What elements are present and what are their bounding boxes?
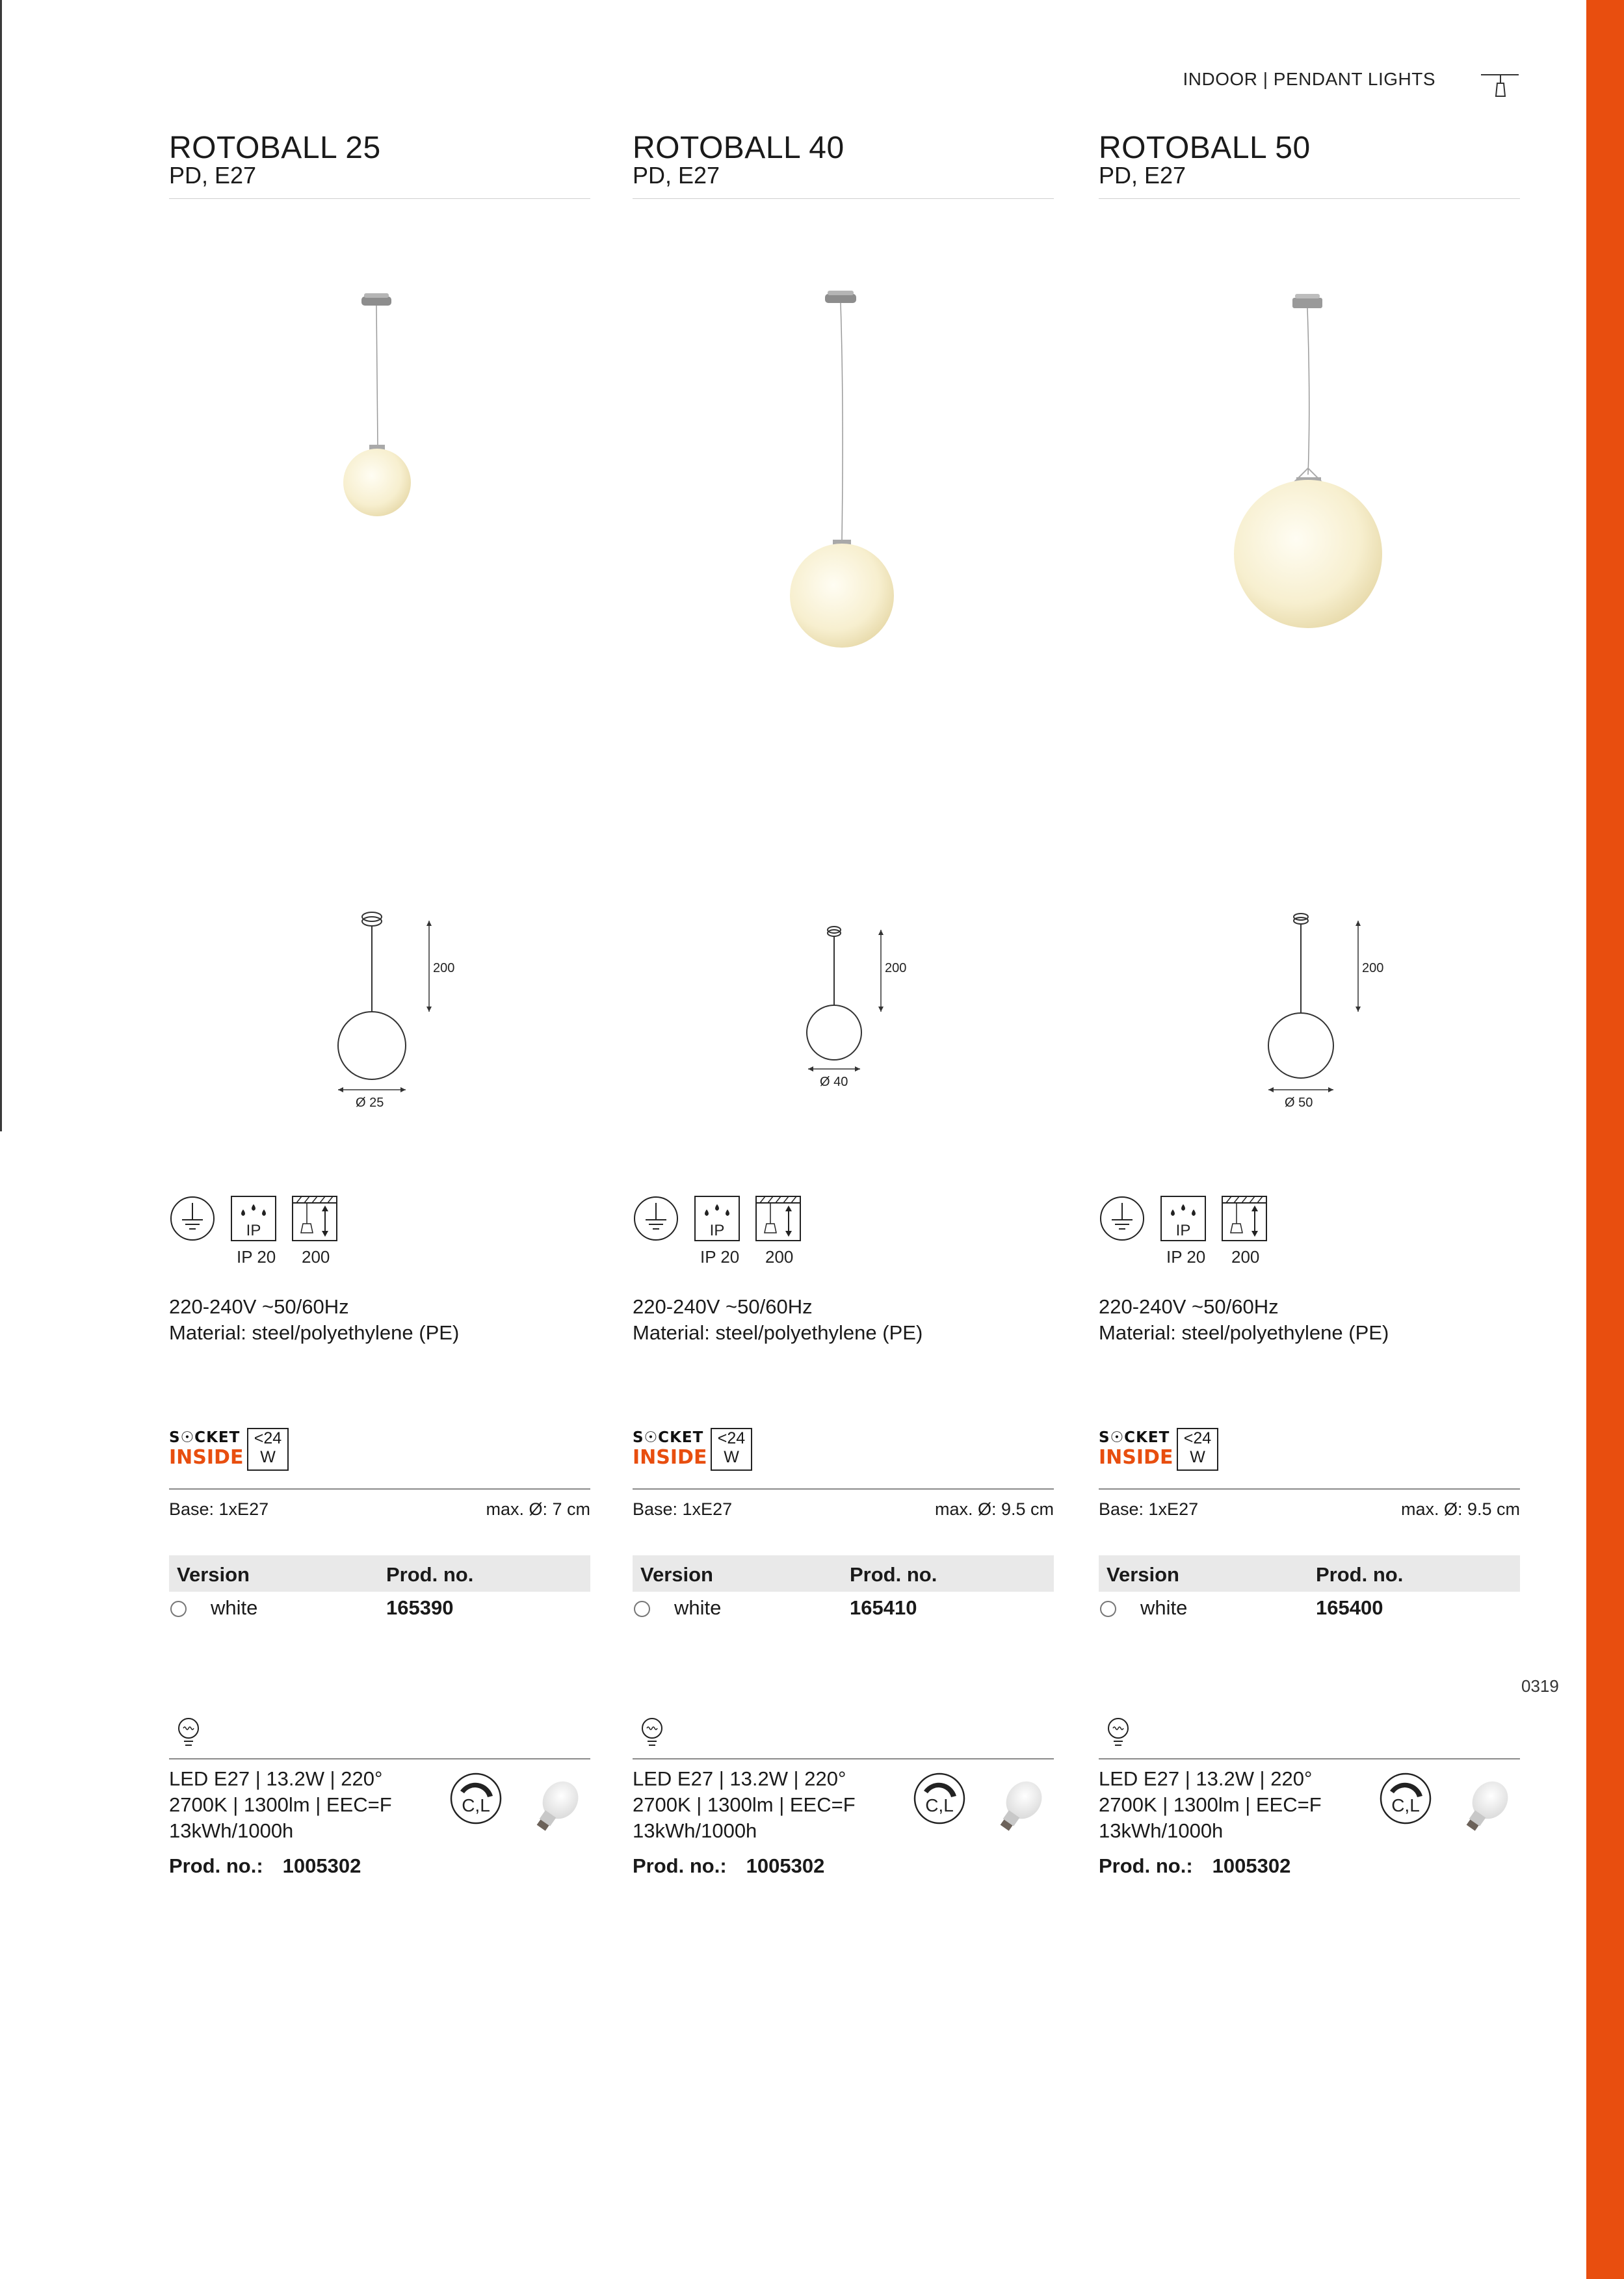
max-diameter-spec: max. Ø: 9.5 cm (1400, 1499, 1520, 1519)
version-color: white (211, 1596, 258, 1619)
lamp-spec-line-1: LED E27 | 13.2W | 220° (169, 1767, 383, 1790)
version-color: white (674, 1596, 722, 1619)
color-swatch-white (1100, 1601, 1116, 1617)
lamp-spec-line-3: 13kWh/1000h (169, 1819, 294, 1842)
ip-rating-label: IP 20 (1166, 1247, 1206, 1267)
led-bulb-photo (986, 1775, 1051, 1840)
drawing-diameter-label: Ø 25 (356, 1096, 384, 1110)
product-subtitle: PD, E27 (1099, 162, 1186, 189)
lamp-prod-no: Prod. no.: 1005302 (1099, 1854, 1291, 1877)
accent-side-bar (1586, 0, 1624, 2279)
max-diameter-spec: max. Ø: 9.5 cm (934, 1499, 1054, 1519)
product-photo (633, 273, 1055, 689)
ip-rating-label: IP 20 (237, 1247, 276, 1267)
socket-inside-logo: S☉CKET INSIDE (1099, 1429, 1173, 1469)
color-swatch-white (170, 1601, 187, 1617)
lamp-divider (169, 1758, 590, 1759)
title-divider (169, 198, 590, 199)
product-title: ROTOBALL 50 (1099, 131, 1311, 165)
lamp-spec-line-2: 2700K | 1300lm | EEC=F (1099, 1793, 1322, 1816)
material-spec: Material: steel/polyethylene (PE) (633, 1321, 923, 1344)
product-title: ROTOBALL 40 (633, 131, 845, 165)
svg-text:C,L: C,L (925, 1795, 954, 1815)
cable-length-icon (755, 1195, 802, 1242)
svg-text:IP: IP (1175, 1222, 1191, 1239)
socket-inside-logo: S☉CKET INSIDE (169, 1429, 244, 1469)
title-divider (1099, 198, 1520, 199)
ip-rating-icon (694, 1195, 740, 1242)
page-number: 0319 (1521, 1676, 1559, 1696)
cable-length-icon (291, 1195, 338, 1242)
product-column-rotoball-40 (633, 0, 1055, 2279)
cable-length-label: 200 (765, 1247, 794, 1267)
version-prod-no: 165390 (386, 1596, 454, 1619)
max-wattage-box: <24 W (247, 1428, 289, 1471)
material-spec: Material: steel/polyethylene (PE) (1099, 1321, 1389, 1344)
category-heading: INDOOR | PENDANT LIGHTS (1183, 69, 1435, 89)
svg-text:C,L: C,L (462, 1795, 490, 1815)
lamp-spec-line-3: 13kWh/1000h (633, 1819, 757, 1842)
base-spec: Base: 1xE27 (633, 1499, 733, 1519)
base-divider (169, 1488, 590, 1490)
max-wattage-box: <24 W (1177, 1428, 1218, 1471)
lamp-spec-line-3: 13kWh/1000h (1099, 1819, 1224, 1842)
version-table-header: Version Prod. no. (633, 1555, 1054, 1592)
product-photo (169, 273, 592, 689)
lamp-bulb-icon (638, 1717, 666, 1749)
base-spec: Base: 1xE27 (1099, 1499, 1199, 1519)
svg-text:IP: IP (709, 1222, 725, 1239)
version-prod-no: 165400 (1316, 1596, 1383, 1619)
protection-class-icon (633, 1195, 679, 1242)
dimension-drawing (1099, 897, 1521, 1118)
title-divider (633, 198, 1054, 199)
version-table-header: Version Prod. no. (1099, 1555, 1520, 1592)
lamp-bulb-icon (174, 1717, 203, 1749)
voltage-spec: 220-240V ~50/60Hz (169, 1295, 349, 1318)
lamp-divider (633, 1758, 1054, 1759)
ip-rating-icon (230, 1195, 277, 1242)
led-bulb-photo (523, 1775, 588, 1840)
base-spec: Base: 1xE27 (169, 1499, 269, 1519)
max-diameter-spec: max. Ø: 7 cm (486, 1499, 590, 1519)
led-bulb-photo (1452, 1775, 1517, 1840)
voltage-spec: 220-240V ~50/60Hz (633, 1295, 813, 1318)
svg-text:IP: IP (246, 1222, 261, 1239)
product-title: ROTOBALL 25 (169, 131, 381, 165)
version-color: white (1140, 1596, 1188, 1619)
protection-class-icon (169, 1195, 216, 1242)
dimension-drawing (633, 897, 1055, 1118)
socket-inside-logo: S☉CKET INSIDE (633, 1429, 707, 1469)
voltage-spec: 220-240V ~50/60Hz (1099, 1295, 1279, 1318)
max-wattage-box: <24 W (711, 1428, 752, 1471)
dimmable-cl-icon (449, 1771, 503, 1826)
drawing-diameter-label: Ø 50 (1285, 1096, 1313, 1110)
cable-length-icon (1221, 1195, 1268, 1242)
product-column-rotoball-25 (169, 0, 592, 2279)
lamp-prod-no: Prod. no.: 1005302 (633, 1854, 825, 1877)
color-swatch-white (634, 1601, 650, 1617)
drawing-height-label: 200 (885, 961, 907, 975)
ip-rating-icon (1160, 1195, 1207, 1242)
left-edge-rule (0, 0, 2, 1131)
lamp-spec-line-1: LED E27 | 13.2W | 220° (633, 1767, 846, 1790)
base-divider (1099, 1488, 1520, 1490)
product-column-rotoball-50 (1099, 0, 1521, 2279)
lamp-divider (1099, 1758, 1520, 1759)
product-photo (1099, 273, 1521, 689)
dimmable-cl-icon (912, 1771, 967, 1826)
base-divider (633, 1488, 1054, 1490)
lamp-prod-no: Prod. no.: 1005302 (169, 1854, 361, 1877)
drawing-height-label: 200 (1362, 961, 1384, 975)
material-spec: Material: steel/polyethylene (PE) (169, 1321, 460, 1344)
lamp-spec-line-2: 2700K | 1300lm | EEC=F (633, 1793, 856, 1816)
cable-length-label: 200 (1231, 1247, 1260, 1267)
version-table-header: Version Prod. no. (169, 1555, 590, 1592)
version-prod-no: 165410 (850, 1596, 917, 1619)
protection-class-icon (1099, 1195, 1146, 1242)
drawing-diameter-label: Ø 40 (820, 1075, 848, 1089)
lamp-spec-line-2: 2700K | 1300lm | EEC=F (169, 1793, 392, 1816)
svg-text:C,L: C,L (1391, 1795, 1420, 1815)
ip-rating-label: IP 20 (700, 1247, 740, 1267)
product-subtitle: PD, E27 (633, 162, 720, 189)
dimmable-cl-icon (1378, 1771, 1433, 1826)
lamp-spec-line-1: LED E27 | 13.2W | 220° (1099, 1767, 1313, 1790)
product-subtitle: PD, E27 (169, 162, 257, 189)
cable-length-label: 200 (302, 1247, 330, 1267)
drawing-height-label: 200 (433, 961, 455, 975)
dimension-drawing (169, 897, 592, 1118)
lamp-bulb-icon (1104, 1717, 1133, 1749)
